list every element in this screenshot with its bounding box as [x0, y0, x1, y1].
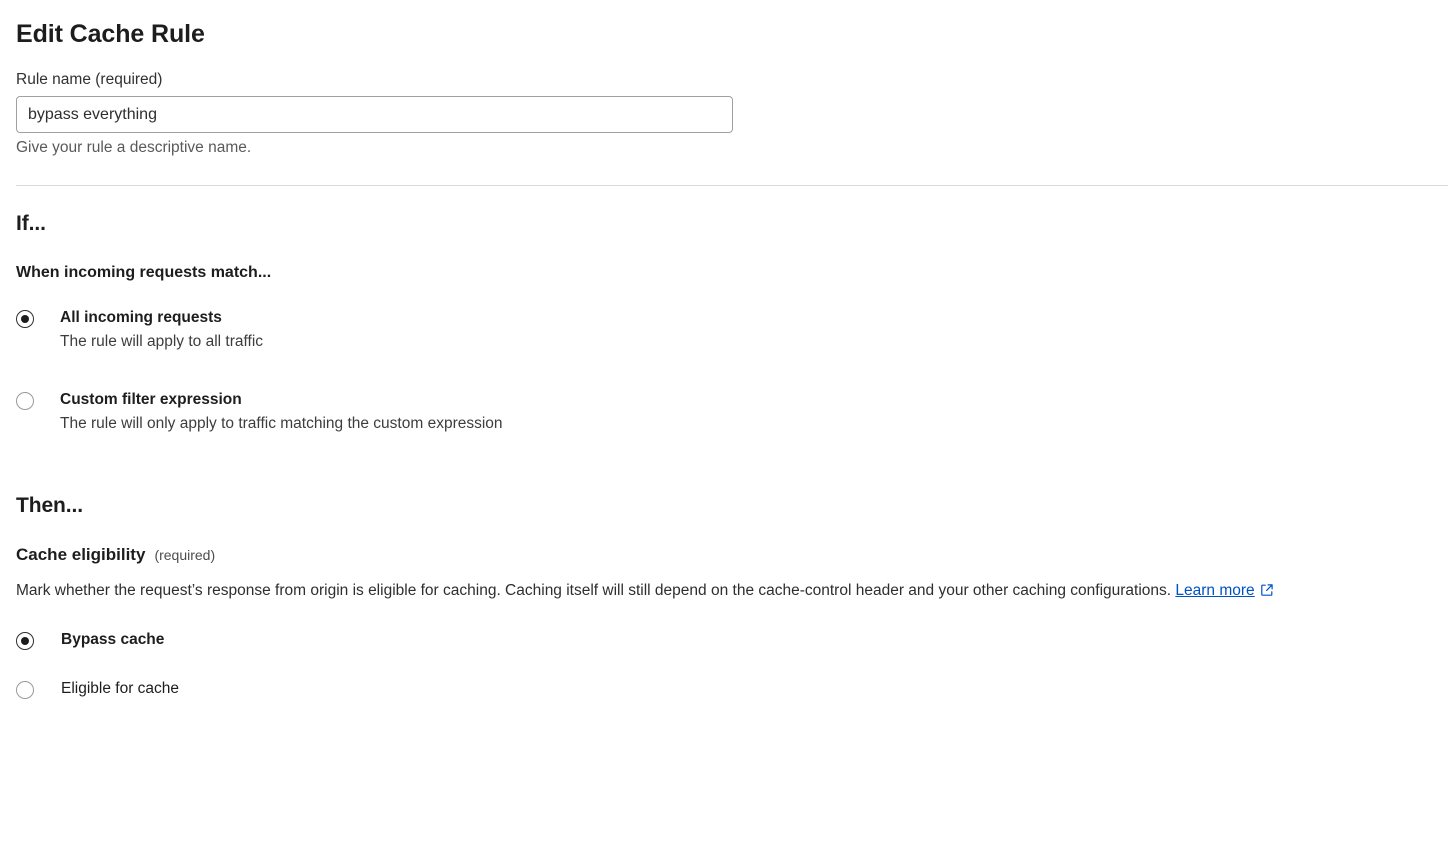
cache-eligibility-header: [16, 545, 1438, 565]
external-link-icon[interactable]: [1260, 580, 1274, 605]
learn-more-link[interactable]: Learn more: [1175, 581, 1255, 599]
radio-custom-filter-expression-indicator[interactable]: [16, 392, 34, 410]
rule-name-input[interactable]: [16, 96, 733, 133]
then-section: [16, 494, 1438, 699]
incoming-requests-radio-group: [16, 308, 1438, 436]
radio-bypass-cache-label: Bypass cache: [61, 630, 165, 648]
cache-eligibility-title: Cache eligibility: [16, 544, 146, 564]
radio-option-bypass-cache[interactable]: [16, 630, 1438, 650]
cache-eligibility-description-text: Mark whether the request’s response from origin is eligible for caching. Caching itself will still depend on the cache-control header and your other caching configurations.: [16, 581, 1172, 599]
cache-eligibility-required-hint: (required): [154, 546, 216, 563]
radio-custom-filter-expression-desc: The rule will only apply to traffic matching the custom expression: [60, 415, 503, 433]
rule-name-label: Rule name (required): [16, 71, 163, 88]
radio-custom-filter-expression-title: Custom filter expression: [60, 391, 242, 409]
radio-all-incoming-requests-title: All incoming requests: [60, 309, 222, 326]
radio-eligible-for-cache-label: Eligible for cache: [61, 679, 180, 697]
radio-option-all-incoming-requests[interactable]: [16, 308, 1438, 353]
radio-all-incoming-requests-desc: The rule will apply to all traffic: [60, 332, 264, 350]
radio-option-custom-filter-expression[interactable]: [16, 390, 1438, 435]
radio-option-eligible-for-cache[interactable]: [16, 679, 1438, 699]
page-title: Edit Cache Rule: [16, 20, 205, 48]
cache-eligibility-radio-group: [16, 630, 1438, 699]
incoming-requests-match-label: When incoming requests match...: [16, 264, 272, 281]
radio-all-incoming-requests-indicator[interactable]: [16, 310, 34, 328]
if-section-heading: If...: [16, 212, 46, 235]
rule-name-field-group: [16, 71, 1438, 157]
if-section: [16, 212, 1438, 436]
radio-bypass-cache-indicator[interactable]: [16, 632, 34, 650]
rule-name-help-text: Give your rule a descriptive name.: [16, 139, 252, 156]
cache-eligibility-description: [16, 578, 1438, 605]
radio-eligible-for-cache-indicator[interactable]: [16, 681, 34, 699]
section-divider: [16, 185, 1448, 186]
then-section-heading: Then...: [16, 493, 83, 517]
